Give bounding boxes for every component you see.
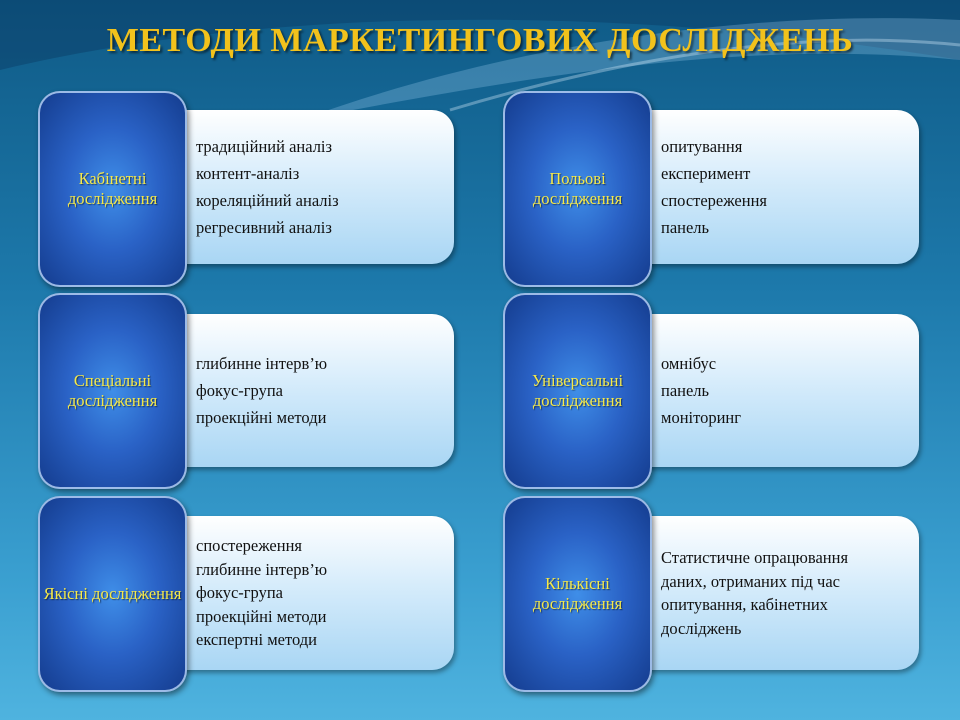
list-item: • контент-аналіз xyxy=(196,160,339,187)
list-item: • омнібус xyxy=(661,350,741,377)
category-label: Польові дослідження xyxy=(532,169,623,208)
list-item: • регресивний аналіз xyxy=(196,214,339,241)
group-field-research xyxy=(503,91,919,287)
methods-list-box xyxy=(156,314,454,467)
category-label: Якісні дослідження xyxy=(43,584,182,603)
list-item: • фокус-група xyxy=(196,377,327,404)
list-item: • проекційні методи xyxy=(196,404,327,431)
list-item: • Статистичне опрацювання даних, отриманих під час опитування, кабінетних досліджень xyxy=(661,546,897,640)
group-special-research xyxy=(38,293,454,489)
methods-list-box xyxy=(621,516,919,670)
group-quantitative-research xyxy=(503,496,919,692)
category-box xyxy=(503,496,652,692)
list-item: • глибинне інтерв’ю xyxy=(196,350,327,377)
list-item: • панель xyxy=(661,214,767,241)
category-box xyxy=(503,91,652,287)
list-item: • панель xyxy=(661,377,741,404)
list-item: • спостереження xyxy=(196,534,327,558)
category-box xyxy=(503,293,652,489)
list-item: • експеримент xyxy=(661,160,767,187)
category-label: Універсальні дослідження xyxy=(531,371,624,410)
methods-list-box xyxy=(621,314,919,467)
list-item: • кореляційний аналіз xyxy=(196,187,339,214)
category-box xyxy=(38,91,187,287)
list-item: • спостереження xyxy=(661,187,767,214)
list-item: • експертні методи xyxy=(196,628,327,652)
category-label: Кількісні дослідження xyxy=(532,574,623,613)
methods-list-box xyxy=(156,516,454,670)
list-item: • фокус-група xyxy=(196,581,327,605)
methods-list-box xyxy=(156,110,454,264)
list-item: • традиційний аналіз xyxy=(196,133,339,160)
list-item: • глибинне інтерв’ю xyxy=(196,558,327,582)
group-desk-research xyxy=(38,91,454,287)
category-box xyxy=(38,293,187,489)
category-box xyxy=(38,496,187,692)
group-qualitative-research xyxy=(38,496,454,692)
list-item: • моніторинг xyxy=(661,404,741,431)
methods-list-box xyxy=(621,110,919,264)
category-label: Кабінетні дослідження xyxy=(67,169,158,208)
list-item: • проекційні методи xyxy=(196,605,327,629)
methods-list xyxy=(621,546,897,640)
page-title: МЕТОДИ МАРКЕТИНГОВИХ ДОСЛІДЖЕНЬ xyxy=(106,22,854,59)
category-label: Спеціальні дослідження xyxy=(67,371,158,410)
group-universal-research xyxy=(503,293,919,489)
list-item: • опитування xyxy=(661,133,767,160)
